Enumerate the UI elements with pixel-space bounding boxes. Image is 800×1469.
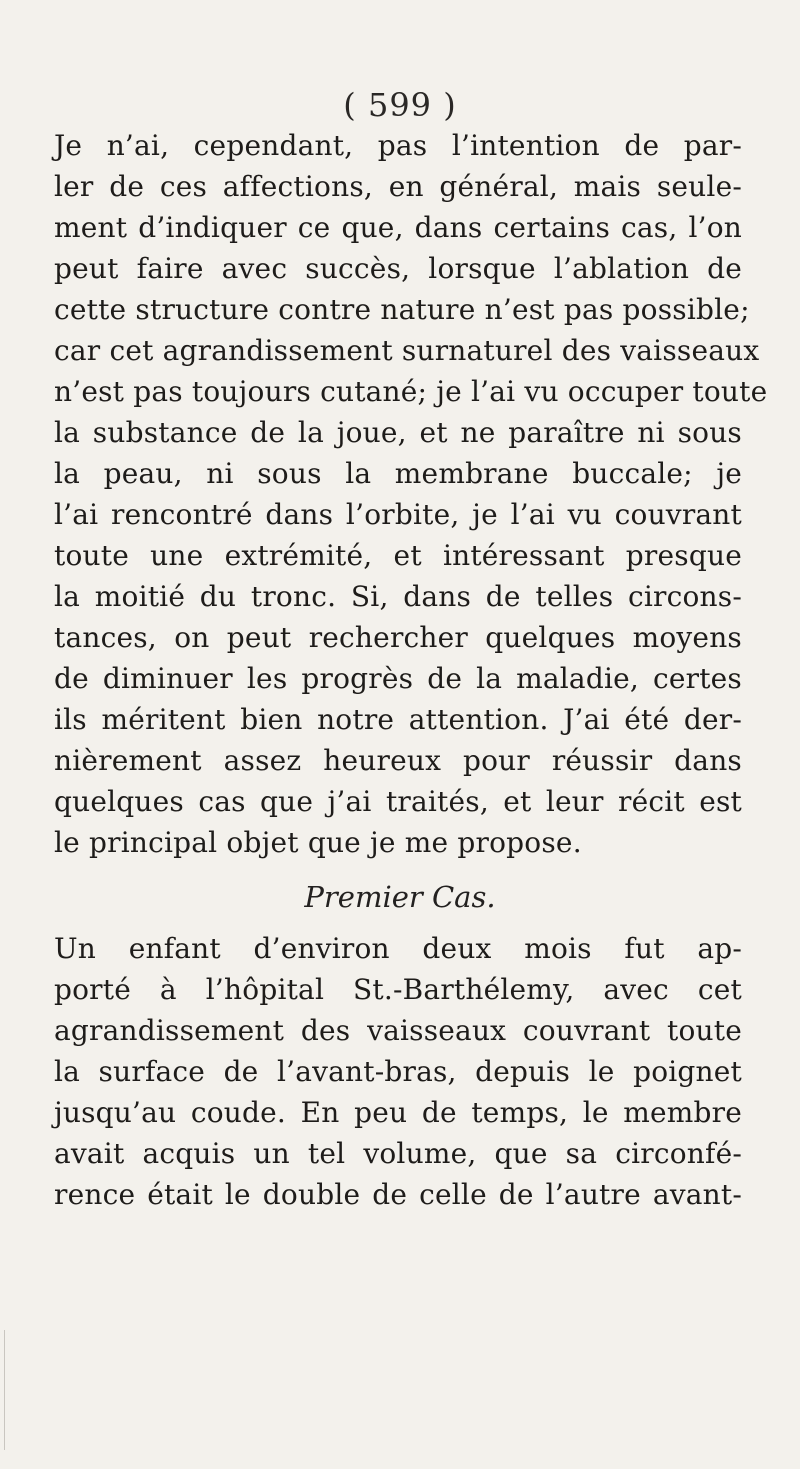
text-line: car cet agrandissement surnaturel des vaisseaux	[54, 334, 760, 367]
text-line: n’est pas toujours cutané; je l’ai vu occuper toute	[54, 375, 768, 408]
text-line: le principal objet que je me propose.	[54, 826, 582, 859]
text-line: la moitié du tronc. Si, dans de telles circons-	[54, 580, 742, 613]
text-line: Je n’ai, cependant, pas l’intention de par-	[54, 129, 742, 162]
section-heading: Premier Cas.	[304, 880, 496, 914]
text-line: la substance de la joue, et ne paraître ni sous	[54, 416, 742, 449]
text-line: agrandissement des vaisseaux couvrant toute	[54, 1014, 742, 1047]
text-line: peut faire avec succès, lorsque l’ablation de	[54, 252, 742, 285]
text-line: tances, on peut rechercher quelques moyens	[54, 621, 742, 654]
text-line: avait acquis un tel volume, que sa circonfé-	[54, 1137, 742, 1170]
text-line: Un enfant d’environ deux mois fut ap-	[54, 932, 742, 965]
text-line: jusqu’au coude. En peu de temps, le membre	[54, 1096, 742, 1129]
text-line: la surface de l’avant-bras, depuis le poignet	[54, 1055, 742, 1088]
text-line: rence était le double de celle de l’autre avant-	[54, 1178, 742, 1211]
page-edge-mark	[4, 1330, 5, 1450]
text-line: nièrement assez heureux pour réussir dans	[54, 744, 742, 777]
text-line: ment d’indiquer ce que, dans certains cas, l’on	[54, 211, 742, 244]
text-line: ler de ces affections, en général, mais seule-	[54, 170, 742, 203]
text-line: ils méritent bien notre attention. J’ai été der-	[54, 703, 742, 736]
text-line: de diminuer les progrès de la maladie, certes	[54, 662, 742, 695]
text-line: cette structure contre nature n’est pas possible;	[54, 293, 750, 326]
text-line: l’ai rencontré dans l’orbite, je l’ai vu couvrant	[54, 498, 742, 531]
text-line: toute une extrémité, et intéressant presque	[54, 539, 742, 572]
page-number: ( 599 )	[343, 86, 457, 124]
text-line: la peau, ni sous la membrane buccale; je	[54, 457, 742, 490]
text-line: quelques cas que j’ai traités, et leur récit est	[54, 785, 742, 818]
text-line: porté à l’hôpital St.-Barthélemy, avec cet	[54, 973, 742, 1006]
